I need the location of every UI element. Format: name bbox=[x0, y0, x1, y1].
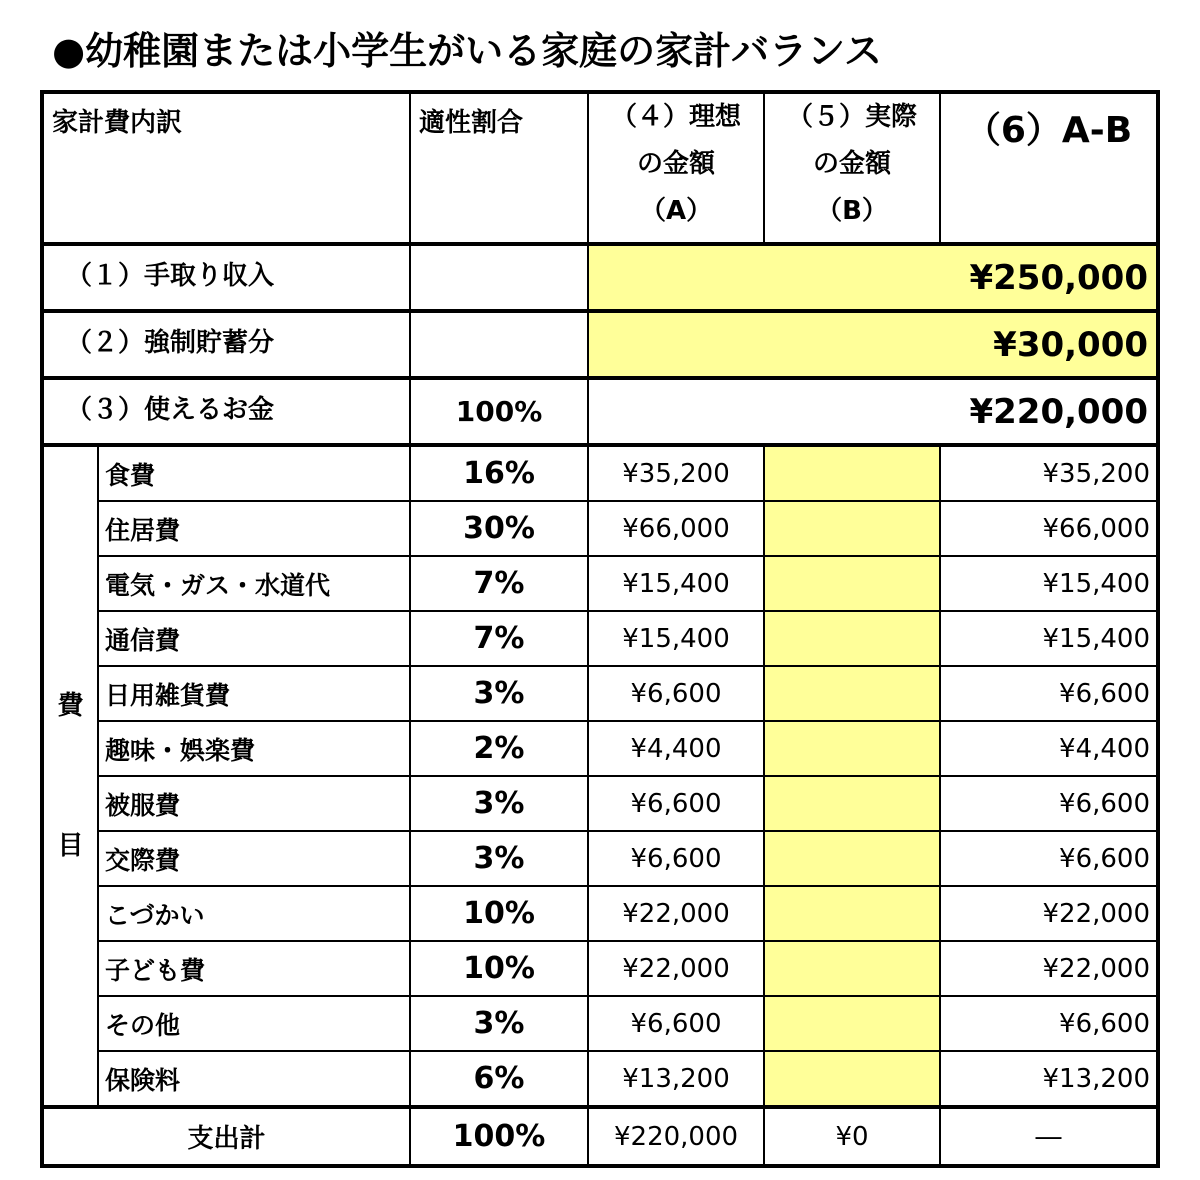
total-label: 支出計 bbox=[42, 1107, 410, 1166]
item-difference: ¥13,200 bbox=[940, 1051, 1158, 1107]
item-ideal: ¥66,000 bbox=[588, 501, 764, 556]
header-ideal-line2: の金額 bbox=[637, 149, 716, 179]
item-percent: 6% bbox=[410, 1051, 588, 1107]
item-actual[interactable] bbox=[764, 886, 940, 941]
item-name: 交際費 bbox=[98, 831, 410, 886]
table-row bbox=[42, 556, 1158, 611]
item-actual[interactable] bbox=[764, 996, 940, 1051]
summary-amount: ¥30,000 bbox=[588, 311, 1158, 378]
item-percent: 3% bbox=[410, 996, 588, 1051]
table-row bbox=[42, 721, 1158, 776]
item-difference: ¥22,000 bbox=[940, 886, 1158, 941]
item-name: 住居費 bbox=[98, 501, 410, 556]
summary-row-income bbox=[42, 244, 1158, 311]
item-percent: 3% bbox=[410, 831, 588, 886]
item-difference: ¥4,400 bbox=[940, 721, 1158, 776]
item-percent: 10% bbox=[410, 941, 588, 996]
item-percent: 16% bbox=[410, 445, 588, 501]
item-difference: ¥15,400 bbox=[940, 556, 1158, 611]
item-ideal: ¥4,400 bbox=[588, 721, 764, 776]
summary-amount: ¥220,000 bbox=[588, 378, 1158, 445]
item-percent: 10% bbox=[410, 886, 588, 941]
item-actual[interactable] bbox=[764, 611, 940, 666]
item-name: 食費 bbox=[98, 445, 410, 501]
item-percent: 3% bbox=[410, 666, 588, 721]
item-actual[interactable] bbox=[764, 941, 940, 996]
item-name: 日用雑貨費 bbox=[98, 666, 410, 721]
item-ideal: ¥6,600 bbox=[588, 776, 764, 831]
table-row bbox=[42, 886, 1158, 941]
summary-amount: ¥250,000 bbox=[588, 244, 1158, 311]
total-row bbox=[42, 1107, 1158, 1166]
item-ideal: ¥22,000 bbox=[588, 886, 764, 941]
header-actual bbox=[764, 92, 940, 244]
header-row bbox=[42, 92, 1158, 244]
item-ideal: ¥6,600 bbox=[588, 666, 764, 721]
item-difference: ¥35,200 bbox=[940, 445, 1158, 501]
total-difference: ― bbox=[940, 1107, 1158, 1166]
item-actual[interactable] bbox=[764, 1051, 940, 1107]
category-label-char: 費 bbox=[57, 691, 84, 721]
item-difference: ¥22,000 bbox=[940, 941, 1158, 996]
item-ideal: ¥6,600 bbox=[588, 996, 764, 1051]
header-actual-line2: の金額 bbox=[813, 149, 892, 179]
item-name: 趣味・娯楽費 bbox=[98, 721, 410, 776]
item-actual[interactable] bbox=[764, 445, 940, 501]
summary-label: （１）手取り収入 bbox=[42, 244, 410, 311]
item-ideal: ¥15,400 bbox=[588, 611, 764, 666]
item-actual[interactable] bbox=[764, 556, 940, 611]
category-label bbox=[42, 445, 98, 1107]
header-ratio: 適性割合 bbox=[410, 92, 588, 244]
item-difference: ¥6,600 bbox=[940, 776, 1158, 831]
item-difference: ¥6,600 bbox=[940, 996, 1158, 1051]
item-actual[interactable] bbox=[764, 666, 940, 721]
item-actual[interactable] bbox=[764, 831, 940, 886]
summary-label: （３）使えるお金 bbox=[42, 378, 410, 445]
item-actual[interactable] bbox=[764, 501, 940, 556]
item-percent: 2% bbox=[410, 721, 588, 776]
header-actual-line1: （５）実際 bbox=[787, 102, 918, 132]
summary-percent: 100% bbox=[410, 378, 588, 445]
page-title: ●幼稚園または小学生がいる家庭の家計バランス bbox=[52, 29, 883, 73]
header-ideal-line3: （A） bbox=[639, 196, 713, 226]
item-difference: ¥66,000 bbox=[940, 501, 1158, 556]
item-ideal: ¥15,400 bbox=[588, 556, 764, 611]
item-ideal: ¥13,200 bbox=[588, 1051, 764, 1107]
item-percent: 30% bbox=[410, 501, 588, 556]
item-name: 通信費 bbox=[98, 611, 410, 666]
item-name: 被服費 bbox=[98, 776, 410, 831]
table-row bbox=[42, 996, 1158, 1051]
summary-label: （２）強制貯蓄分 bbox=[42, 311, 410, 378]
table-row bbox=[42, 666, 1158, 721]
summary-row-available bbox=[42, 378, 1158, 445]
table-row bbox=[42, 941, 1158, 996]
header-difference: （6）A-B bbox=[940, 92, 1158, 244]
header-ideal bbox=[588, 92, 764, 244]
item-name: こづかい bbox=[98, 886, 410, 941]
item-name: その他 bbox=[98, 996, 410, 1051]
summary-percent bbox=[410, 244, 588, 311]
item-percent: 3% bbox=[410, 776, 588, 831]
item-name: 電気・ガス・水道代 bbox=[98, 556, 410, 611]
item-difference: ¥6,600 bbox=[940, 666, 1158, 721]
item-actual[interactable] bbox=[764, 721, 940, 776]
item-ideal: ¥22,000 bbox=[588, 941, 764, 996]
table-row bbox=[42, 501, 1158, 556]
total-percent: 100% bbox=[410, 1107, 588, 1166]
table-row bbox=[42, 611, 1158, 666]
item-percent: 7% bbox=[410, 556, 588, 611]
item-ideal: ¥35,200 bbox=[588, 445, 764, 501]
summary-percent bbox=[410, 311, 588, 378]
budget-table bbox=[40, 90, 1160, 1168]
table-row bbox=[42, 445, 1158, 501]
table-row bbox=[42, 1051, 1158, 1107]
header-breakdown: 家計費内訳 bbox=[42, 92, 410, 244]
item-name: 保険料 bbox=[98, 1051, 410, 1107]
item-name: 子ども費 bbox=[98, 941, 410, 996]
total-actual: ¥0 bbox=[764, 1107, 940, 1166]
summary-row-savings bbox=[42, 311, 1158, 378]
item-difference: ¥6,600 bbox=[940, 831, 1158, 886]
item-percent: 7% bbox=[410, 611, 588, 666]
header-ideal-line1: （４）理想 bbox=[611, 102, 742, 132]
item-ideal: ¥6,600 bbox=[588, 831, 764, 886]
table-row bbox=[42, 776, 1158, 831]
item-difference: ¥15,400 bbox=[940, 611, 1158, 666]
header-actual-line3: （B） bbox=[816, 196, 888, 226]
item-actual[interactable] bbox=[764, 776, 940, 831]
table-row bbox=[42, 831, 1158, 886]
category-label-char: 目 bbox=[57, 831, 84, 861]
total-ideal: ¥220,000 bbox=[588, 1107, 764, 1166]
